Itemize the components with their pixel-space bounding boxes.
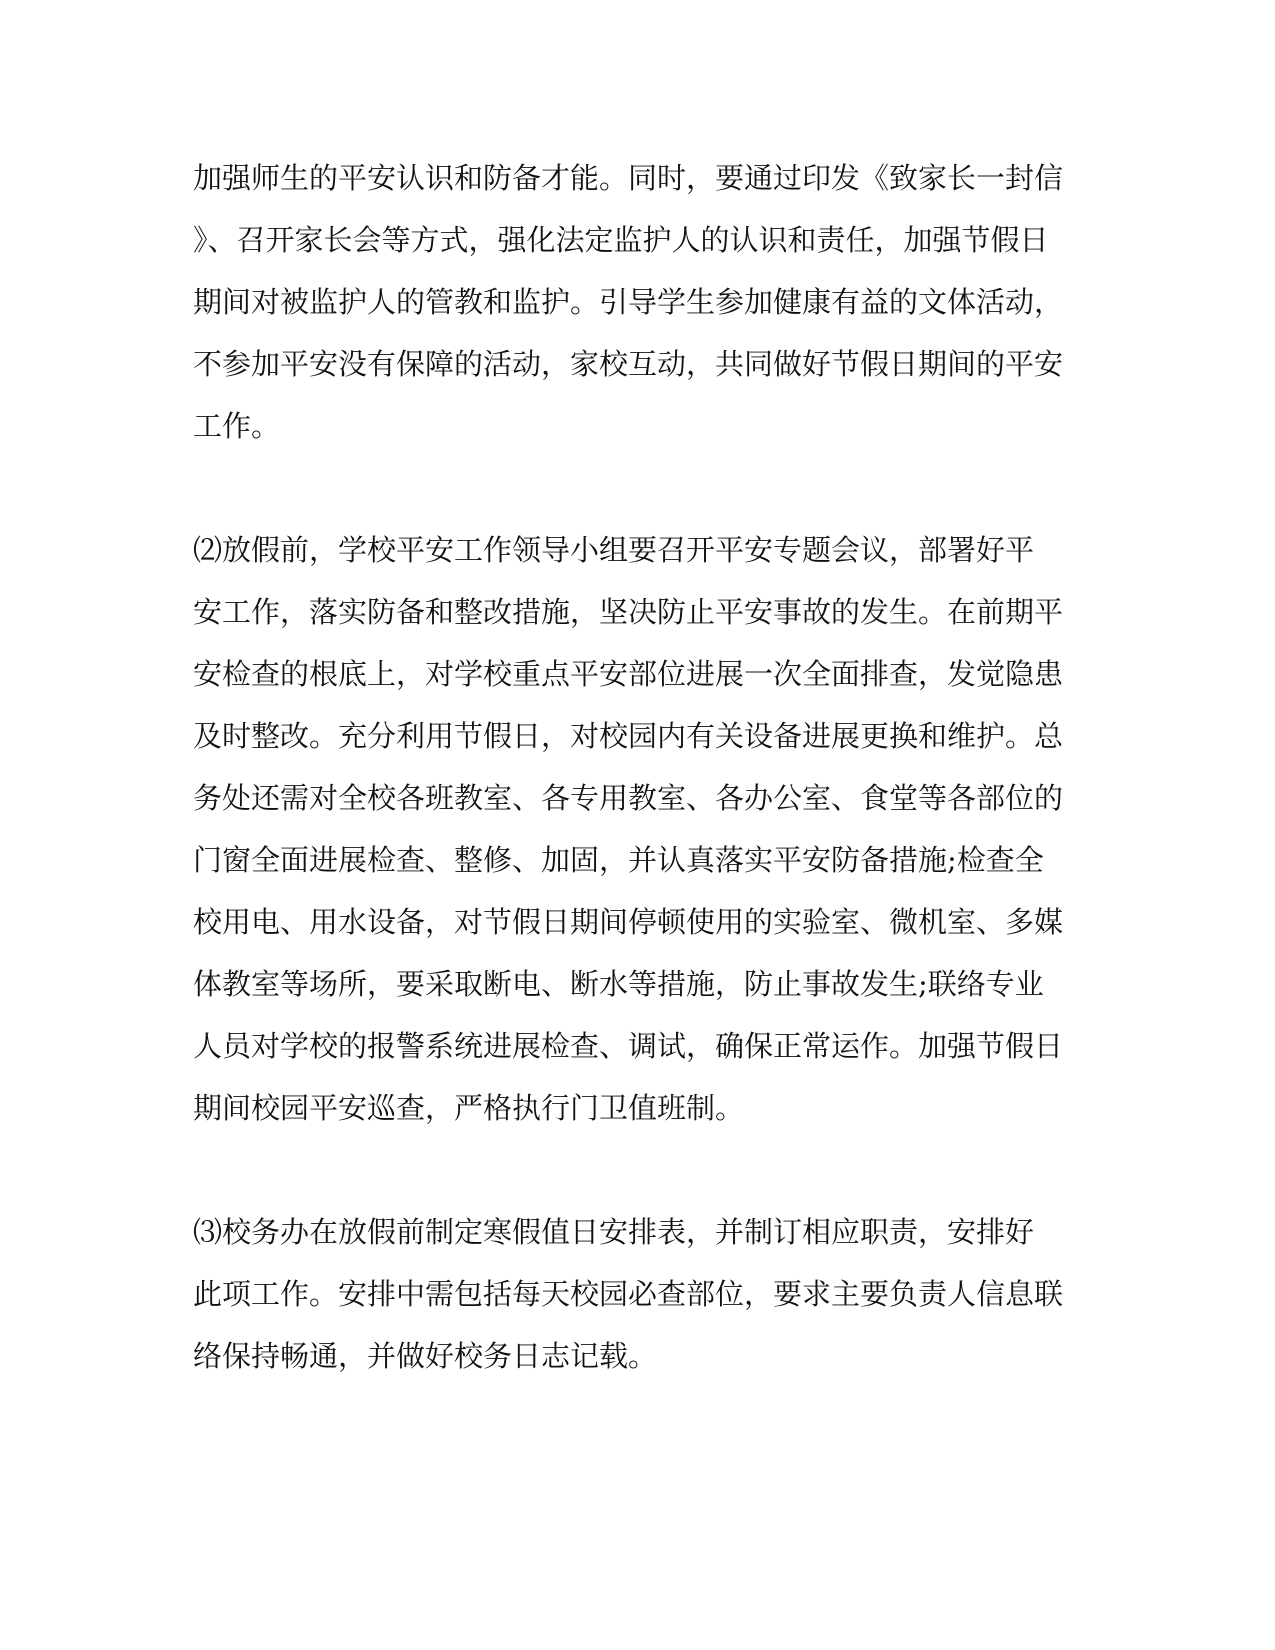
paragraph-line: 及时整改。充分利用节假日，对校园内有关设备进展更换和维护。总 [193,719,1064,753]
paragraph-line: 门窗全面进展检查、整修、加固，并认真落实平安防备措施;检查全 [193,843,1044,877]
paragraph-line: 人员对学校的报警系统进展检查、调试，确保正常运作。加强节假日 [193,1029,1064,1063]
paragraph-line: 期间校园平安巡查，严格执行门卫值班制。 [193,1091,745,1125]
paragraph-line: 此项工作。安排中需包括每天校园必查部位，要求主要负责人信息联 [193,1277,1064,1311]
paragraph-line: 务处还需对全校各班教室、各专用教室、各办公室、食堂等各部位的 [193,781,1064,815]
paragraph-line: 不参加平安没有保障的活动，家校互动，共同做好节假日期间的平安 [193,347,1064,381]
paragraph-line: 加强师生的平安认识和防备才能。同时，要通过印发《致家长一封信 [193,161,1064,195]
paragraph-line: 体教室等场所，要采取断电、断水等措施，防止事故发生;联络专业 [193,967,1044,1001]
paragraph-line: 校用电、用水设备，对节假日期间停顿使用的实验室、微机室、多媒 [193,905,1064,939]
paragraph-line: 安工作，落实防备和整改措施，坚决防止平安事故的发生。在前期平 [193,595,1064,629]
paragraph-line: ⑶校务办在放假前制定寒假值日安排表，并制订相应职责，安排好 [193,1215,1035,1249]
paragraph-line: 安检查的根底上，对学校重点平安部位进展一次全面排查，发觉隐患 [193,657,1064,691]
paragraph-line: 工作。 [193,409,281,443]
paragraph-line: 络保持畅通，并做好校务日志记载。 [193,1339,658,1373]
paragraph-line: ⑵放假前，学校平安工作领导小组要召开平安专题会议，部署好平 [193,533,1035,567]
paragraph-line: 》、召开家长会等方式，强化法定监护人的认识和责任，加强节假日 [193,223,1049,257]
paragraph-line: 期间对被监护人的管教和监护。引导学生参加健康有益的文体活动， [193,285,1064,319]
